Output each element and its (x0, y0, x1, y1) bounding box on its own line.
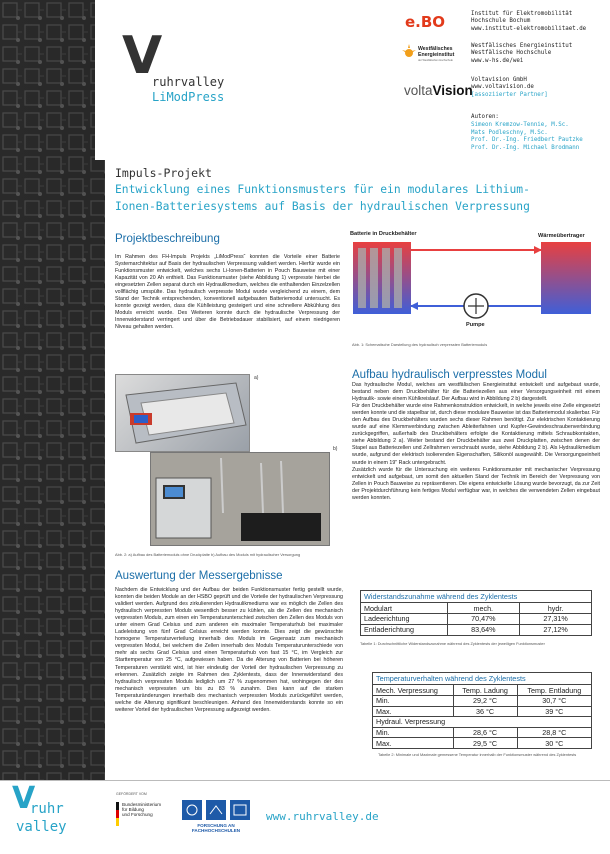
authors-block (471, 114, 583, 152)
table-row (373, 706, 591, 717)
author-name: Mats Podleschny, M.Sc. (471, 129, 548, 136)
table-cell: 30 °C (517, 738, 591, 749)
table-cell: 28,6 °C (453, 727, 517, 738)
fh-logo (182, 800, 252, 840)
table-row (373, 717, 591, 728)
table-cell: 39 °C (517, 706, 591, 717)
table-cell: Max. (376, 738, 392, 748)
table-row (373, 696, 591, 707)
figure-2b-label: b) (333, 446, 338, 452)
table-cell: Ladeerichtung (364, 614, 410, 624)
table-header: Temp. Entladung (517, 685, 591, 696)
table-group-label: Hydraul. Verpressung (376, 717, 446, 727)
fh-line: FACHHOCHSCHULEN (191, 828, 241, 834)
content-panel-ext (95, 0, 115, 160)
title-kicker: Impuls-Projekt (115, 166, 212, 180)
logo-letter: V (122, 26, 163, 86)
table-cell: 70,47% (447, 614, 520, 625)
partner-ebo-logo: e.BO (405, 13, 446, 31)
partner-voltavision-info (471, 77, 548, 99)
footer-logo-letter: V (12, 781, 36, 816)
table-row (373, 727, 591, 738)
table-cell: 36 °C (453, 706, 517, 717)
section-projektbeschreibung-text: Im Rahmen des FH-Impuls Projekts „LiModPress“ konnten die Vorteile einer Batterie Systemarchitektur auf Basis der hydraulischen Verpressung validiert werden. Hierfür wurde ein Funktionsmuster entwickelt, welches sechs Li-Ionen-Batterien in Pouch Bauweise mit einer Kapazität von 20 Ah enthielt. Das Funktionsmuster (siehe Abbildung 1) verpresste hierbei die eingesetzten Zellen separat durch ein Hydraulikmedium, welches die enthaltenden Einzelzellen vollflächig umspülte. Das hydraulisch verpresste Modul wurde vergleichend zu einem, dem Stand der Technik entsprechenden, konventionell aufgebauten Batteriemodul untersucht. Es konnte gezeigt werden, dass die Kühlleistung gesteigert und eine schnellere Abkühlung des Moduls erreicht wurde. Des Weiteren konnte durch die hydraulische Verpressung der Innenwiderstand verringert und über die Betriebsdauer stabilisiert, auf einem niedrigeren Niveau gehalten werden. (115, 254, 340, 331)
table-cell: 28,8 °C (517, 727, 591, 738)
table-row (373, 685, 591, 696)
table-row (373, 738, 591, 749)
paragraph: Für den Druckbehälter wurde eine Rahmenkonstruktion entwickelt, in welche jeweils eine Zelle eingesetzt werden konnte und die stapelbar ist, durch diese modulare Bauweise ist das Batteriemodul skalierbar. Für den Aufbau des Druckbehälters wurden sechs dieser Rahmen benötigt. Zur elektrischen Kontaktierung wurde auf eine Klemmverbindung zwischen Ableiterfahnen und Kupfer-Gewindeschraubenverbindung zurückgegriffen, außerhalb des Druckbehälters erfolgte die Kontaktierung mittels Schraubkontakten, siehe Abbildung 2 a). Weiter bestand der Druckbehälter aus zwei Druckplatten, zwischen denen der Stapel aus Batteriezellen und Zellrahmen verschraubt wurde, siehe Abbildung 2 b). Als Hydraulikmedium wurde, aufgrund der elektrisch isolierenden Eigenschaften, Silikonöl ausgewählt. Die Versorgungseinheit wurde in einem 19" Rack untergebracht. (352, 403, 600, 466)
figure-2a-label: a) (254, 375, 259, 381)
partner-line: Institut für Elektromobilität (471, 11, 573, 17)
funder-block (116, 792, 176, 844)
figure-2-caption: Abb. 2: a) Aufbau des Batteriemoduls ohne Druckplatte b) Aufbau des Moduls mit hydraulischer Versorgung (115, 552, 301, 557)
partner-line: Westfälische Hochschule (471, 50, 552, 57)
table-header: hydr. (520, 603, 591, 614)
figure-2b-photo (150, 452, 330, 546)
sun-icon (402, 44, 416, 60)
table-cell: 83,64% (447, 624, 520, 635)
table-group-label: Mech. Verpressung (376, 685, 438, 695)
funder-line: Bundesministerium (122, 802, 162, 807)
table-cell: 27,31% (520, 614, 591, 625)
table-header: Modulart (364, 603, 392, 613)
partner-line: Voltavision GmbH (471, 77, 527, 83)
section-aufbau-text (352, 382, 600, 502)
logo-name: ruhrvalley (152, 75, 225, 89)
table-row (361, 624, 591, 635)
footer-logo-word1: ruhr (30, 801, 64, 817)
partner-line: Hochschule Bochum (471, 18, 531, 25)
wei-logo-subtext: der Westfälischen Hochschule (418, 59, 453, 62)
table-cell: 29,2 °C (453, 696, 517, 707)
partner-line: www.institut-elektromobilitaet.de (471, 25, 587, 32)
partner-line: Westfälisches Energieinstitut (471, 43, 573, 49)
table-cell: Max. (376, 706, 392, 716)
paragraph: Zusätzlich wurde für die Untersuchung ein weiteres Funktionsmuster mit mechanischer Verpressung entwickelt und aufgebaut, um somit den aktuellen Stand der Technik im Bereich der Verpressung von Zellen in Pouch Bauweise zu repräsentieren. Die eigens entwickelte Lösung wurde bevorzugt, da zur Zeit der Projektdurchführung kein fertiges Modul verfügbar war, in welches die verwendeten Zellen eingebaut werden konnten. (352, 466, 600, 501)
table-cell: 29,5 °C (453, 738, 517, 749)
section-projektbeschreibung-heading: Projektbeschreibung (115, 233, 220, 245)
table-header: mech. (447, 603, 520, 614)
table-cell: Entladerichtung (364, 625, 414, 634)
title-line1: Entwicklung eines Funktionsmusters für ein modulares Lithium- (115, 183, 530, 196)
project-name: LiModPress (152, 90, 225, 104)
table-1 (360, 590, 592, 636)
funder-line: für Bildung (122, 807, 144, 813)
partner-note: [assoziierter Partner] (471, 91, 548, 98)
ruhrvalley-logo (122, 26, 242, 105)
table-cell: 27,12% (520, 624, 591, 635)
footer-url[interactable]: www.ruhrvalley.de (266, 810, 379, 823)
author-name: Simeon Kremzow-Tennie, M.Sc. (471, 122, 569, 129)
author-name: Prof. Dr.-Ing. Michael Brodmann (471, 144, 580, 151)
partner-wei-info (471, 43, 572, 65)
figure-1-schematic (348, 230, 600, 340)
volta-text: volta (404, 83, 433, 98)
table-1-title: Widerstandszunahme während des Zyklentests (361, 591, 591, 603)
table-2-caption: Tabelle 2: Minimale und Maximale gemessene Temperatur innerhalb der Funktionsmuster während des Zyklentests (378, 752, 577, 757)
title-line2: Ionen-Batteriesystems auf Basis der hydraulischen Verpressung (115, 200, 530, 213)
table-2-title: Temperaturverhalten während des Zyklentests (373, 673, 591, 685)
section-aufbau-heading: Aufbau hydraulisch verpresstes Modul (352, 369, 547, 381)
label-waermeuebertrager: Wärmeübertrager (538, 233, 585, 239)
table-row (361, 614, 591, 625)
section-auswertung-heading: Auswertung der Messergebnisse (115, 570, 283, 582)
module-photo (116, 375, 251, 453)
table-1-caption: Tabelle 1: Durchschnittliche Widerstandszunahme während des Zyklentests der jeweiligen Funktionsmuster (360, 641, 545, 646)
label-batterie: Batterie in Druckbehälter (350, 231, 417, 237)
partner-wei-logo (402, 44, 464, 68)
figure-2a-photo (115, 374, 250, 452)
wei-logo-text: Westfälisches Energieinstitut (418, 46, 455, 58)
fh-icon (182, 800, 252, 822)
table-cell: Min. (376, 696, 390, 706)
section-auswertung-text: Nachdem die Entwicklung und der Aufbau der beiden Funktionsmuster fertig gestellt wurde, konnten die beiden Module an der HSBO geprüft und die Vorteile der hydraulischen Verpressung validiert werden. Aufgrund des zirkulierenden Hydraulikmediums war es möglich die Zellen des hydraulisch verpressten Moduls wesentlich besser zu kühlen, als die Zellen des mechanisch verpressten Moduls, zum einen ein Temperaturunterschied zwischen den Zellen des Moduls von unter einem Grad Celsius und zum anderen ein maximaler Temperaturhub bei maximaler Ladeleistung von fünf Grad Celsius erreicht werden konnte. Dies zeigt die gewünschte homogene Temperaturverteilung innerhalb des Moduls im Gegensatz zum mechanisch verpressten Modul, bei welchem die Zellen innerhalb des Moduls Temperaturunterschiede von mehr als sechs Grad Celsius und einen Temperaturhub von fast 15 °C, im Vergleich zur Starttemperatur von 25 °C, aufgewiesen haben. Da die Alterung von Batterien bei höheren Temperaturen verstärkt wird, ist hier eindeutig der Vorteil der hydraulischen Verpressung zu erkennen. Zusätzlich zeigte im Rahmen des Zyklentests, dass der Innenwiderstand des hydraulisch verpressten Moduls lediglich um 27 % zugenommen hat, wohingegen der des mechanisch verpressten um bis zu 83 % zunahm. Dies kann auf die starken Temperaturänderungen innerhalb des mechanisch verpressten Moduls zurückgeführt werden, welche die Alterung signifikant beschleunigen. Anhand des Innenwiderstands konnte so ein weiterer Vorteil der hydraulischen Verpressung aufgezeigt werden. (115, 587, 343, 713)
partner-voltavision-logo (404, 83, 473, 98)
paragraph: Das hydraulische Modul, welches am westfälischen Energieinstitut entwickelt und aufgebaut wurde, bestand neben dem Druckbehälter für die Batteriezellen aus einer Versorgungseinheit mit einem Hydraulik- sowie einem Kühlkreislauf. Der Aufbau wird in Abbildung 2 b) dargestellt. (352, 382, 600, 403)
funder-name (122, 802, 161, 818)
funder-line: und Forschung (122, 812, 153, 818)
funder-label: GEFÖRDERT VOM (116, 792, 147, 796)
label-pumpe: Pumpe (466, 322, 485, 328)
footer-logo-word2: valley (16, 819, 67, 835)
fh-text (182, 823, 250, 834)
table-cell: Min. (376, 727, 390, 737)
table-row (361, 603, 591, 614)
author-name: Prof. Dr.-Ing. Friedbert Pautzke (471, 137, 583, 144)
partner-line: www.voltavision.de (471, 84, 534, 91)
fh-line: FORSCHUNG AN (197, 823, 235, 828)
authors-heading: Autoren: (471, 114, 499, 120)
vision-text: Vision (432, 83, 473, 98)
table-header: Temp. Ladung (453, 685, 517, 696)
rack-photo (151, 453, 331, 547)
partner-line: www.w-hs.de/wei (471, 57, 524, 64)
table-2 (372, 672, 592, 749)
table-cell: 30,7 °C (517, 696, 591, 707)
partner-ebo-info (471, 11, 586, 33)
figure-1-caption: Abb. 1: Schematische Darstellung des hydraulisch verpressten Batteriemoduls (352, 342, 488, 347)
footer-ruhrvalley-logo (12, 781, 102, 845)
